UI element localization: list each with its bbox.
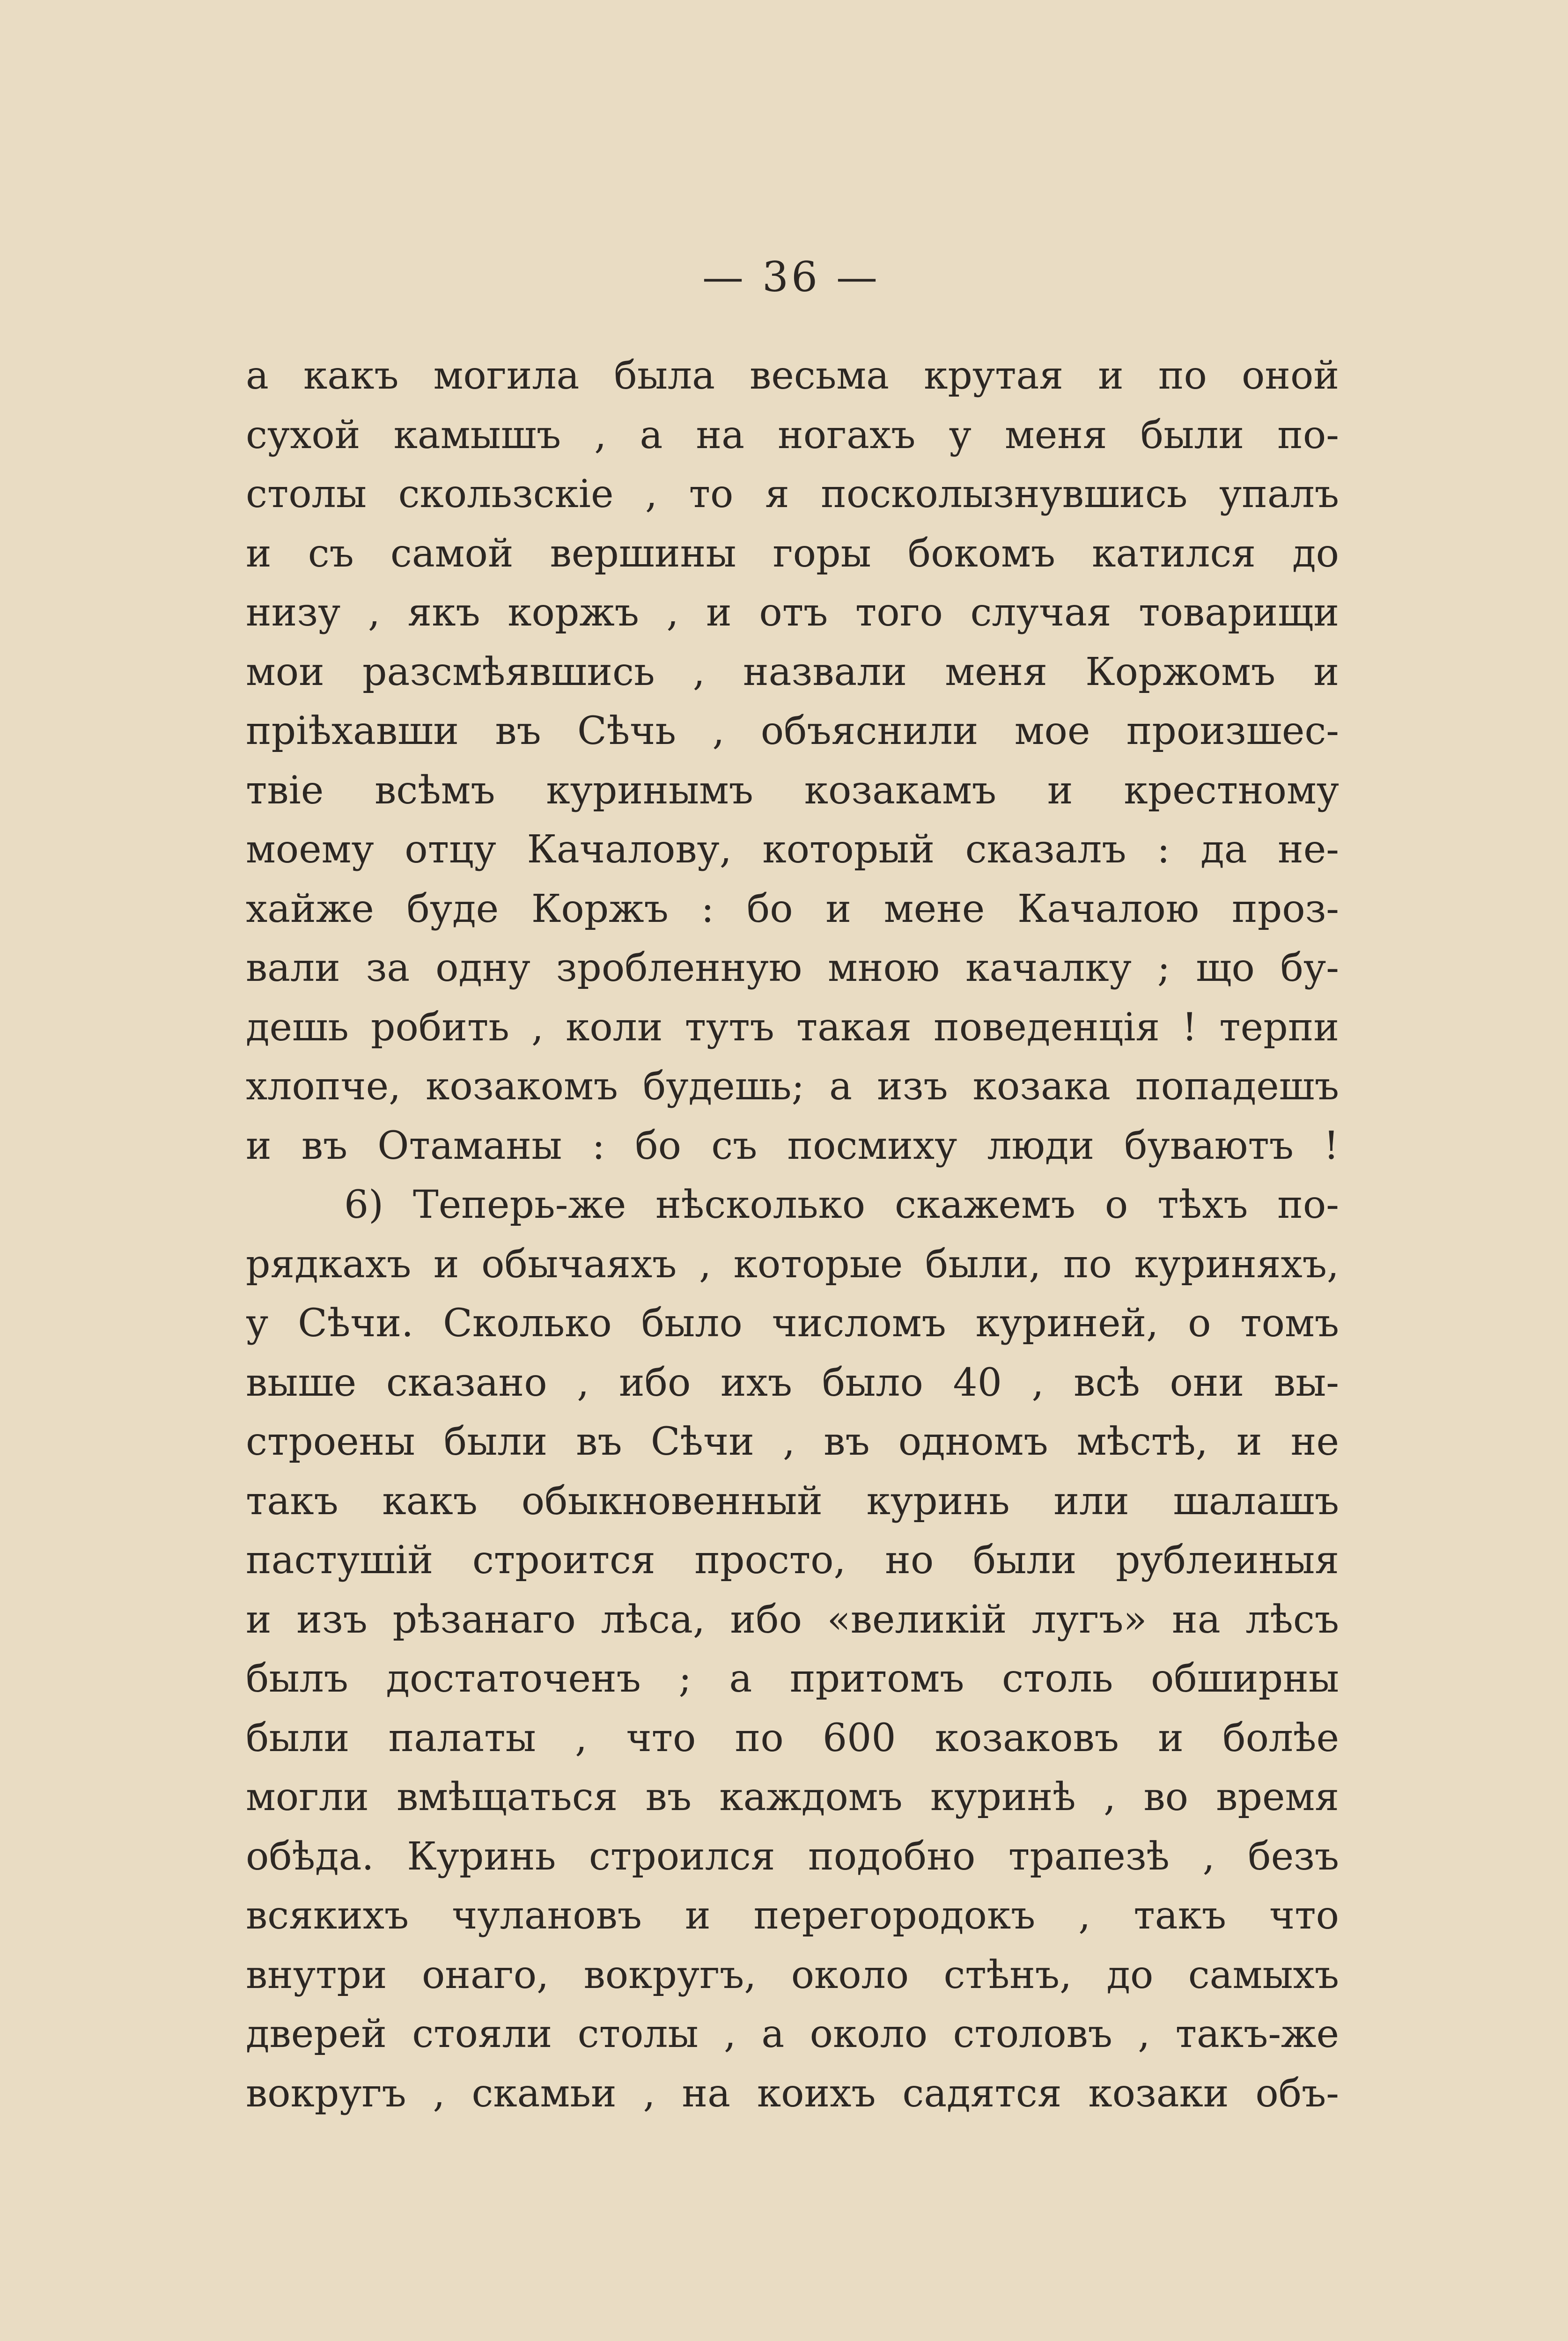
body-text (246, 346, 1339, 2123)
page-number: — 36 — (702, 253, 880, 301)
text-line: могли вмѣщаться въ каждомъ куринѣ , во время (246, 1775, 1339, 1819)
text-line: строены были въ Сѣчи , въ одномъ мѣстѣ, и не (246, 1420, 1339, 1464)
text-line: выше сказано , ибо ихъ было 40 , всѣ они вы- (246, 1360, 1339, 1405)
text-line: низу , якъ коржъ , и отъ того случая товарищи (246, 590, 1339, 635)
text-line: хайже буде Коржъ : бо и мене Качалою проз- (246, 886, 1339, 931)
text-line: столы скользскіе , то я посколызнувшись упалъ (246, 472, 1339, 516)
text-line: мои разсмѣявшись , назвали меня Коржомъ и (246, 649, 1339, 694)
text-line: а какъ могила была весьма крутая и по оной (246, 353, 1339, 398)
text-line: и съ самой вершины горы бокомъ катился до (246, 531, 1339, 576)
text-line: всякихъ чулановъ и перегородокъ , такъ что (246, 1893, 1339, 1938)
text-line: былъ достаточенъ ; а притомъ столь обширны (246, 1656, 1339, 1701)
text-line: у Сѣчи. Сколько было числомъ куриней, о томъ (246, 1301, 1339, 1346)
text-line: вокругъ , скамьи , на коихъ садятся козаки объ- (246, 2071, 1339, 2116)
text-line: такъ какъ обыкновенный куринь или шалашъ (246, 1479, 1339, 1524)
text-line: сухой камышъ , а на ногахъ у меня были по- (246, 412, 1339, 457)
text-line: дверей стояли столы , а около столовъ , такъ-же (246, 2012, 1339, 2056)
text-line: рядкахъ и обычаяхъ , которые были, по куриняхъ, (246, 1242, 1339, 1287)
text-line: внутри онаго, вокругъ, около стѣнъ, до самыхъ (246, 1952, 1339, 1997)
text-line: обѣда. Куринь строился подобно трапезѣ , безъ (246, 1834, 1339, 1879)
text-line: твіе всѣмъ куринымъ козакамъ и крестному (246, 768, 1339, 813)
paragraph-start-line: 6) Теперь-же нѣсколько скажемъ о тѣхъ по- (344, 1183, 1339, 1227)
text-line: были палаты , что по 600 козаковъ и болѣе (246, 1715, 1339, 1760)
text-line: пріѣхавши въ Сѣчь , объяснили мое произшес- (246, 709, 1339, 753)
text-line: моему отцу Качалову, который сказалъ : да не- (246, 827, 1339, 872)
text-line: пастушій строится просто, но были рублеиныя (246, 1538, 1339, 1583)
text-line: вали за одну зробленную мною качалку ; що бу- (246, 946, 1339, 990)
text-line: дешь робить , коли тутъ такая поведенція ! терпи (246, 1005, 1339, 1050)
text-line: и въ Отаманы : бо съ посмиху люди буваютъ ! (246, 1123, 1339, 1168)
text-line: и изъ рѣзанаго лѣса, ибо «великій лугъ» на лѣсъ (246, 1597, 1339, 1642)
text-line: хлопче, козакомъ будешь; а изъ козака попадешъ (246, 1064, 1339, 1109)
